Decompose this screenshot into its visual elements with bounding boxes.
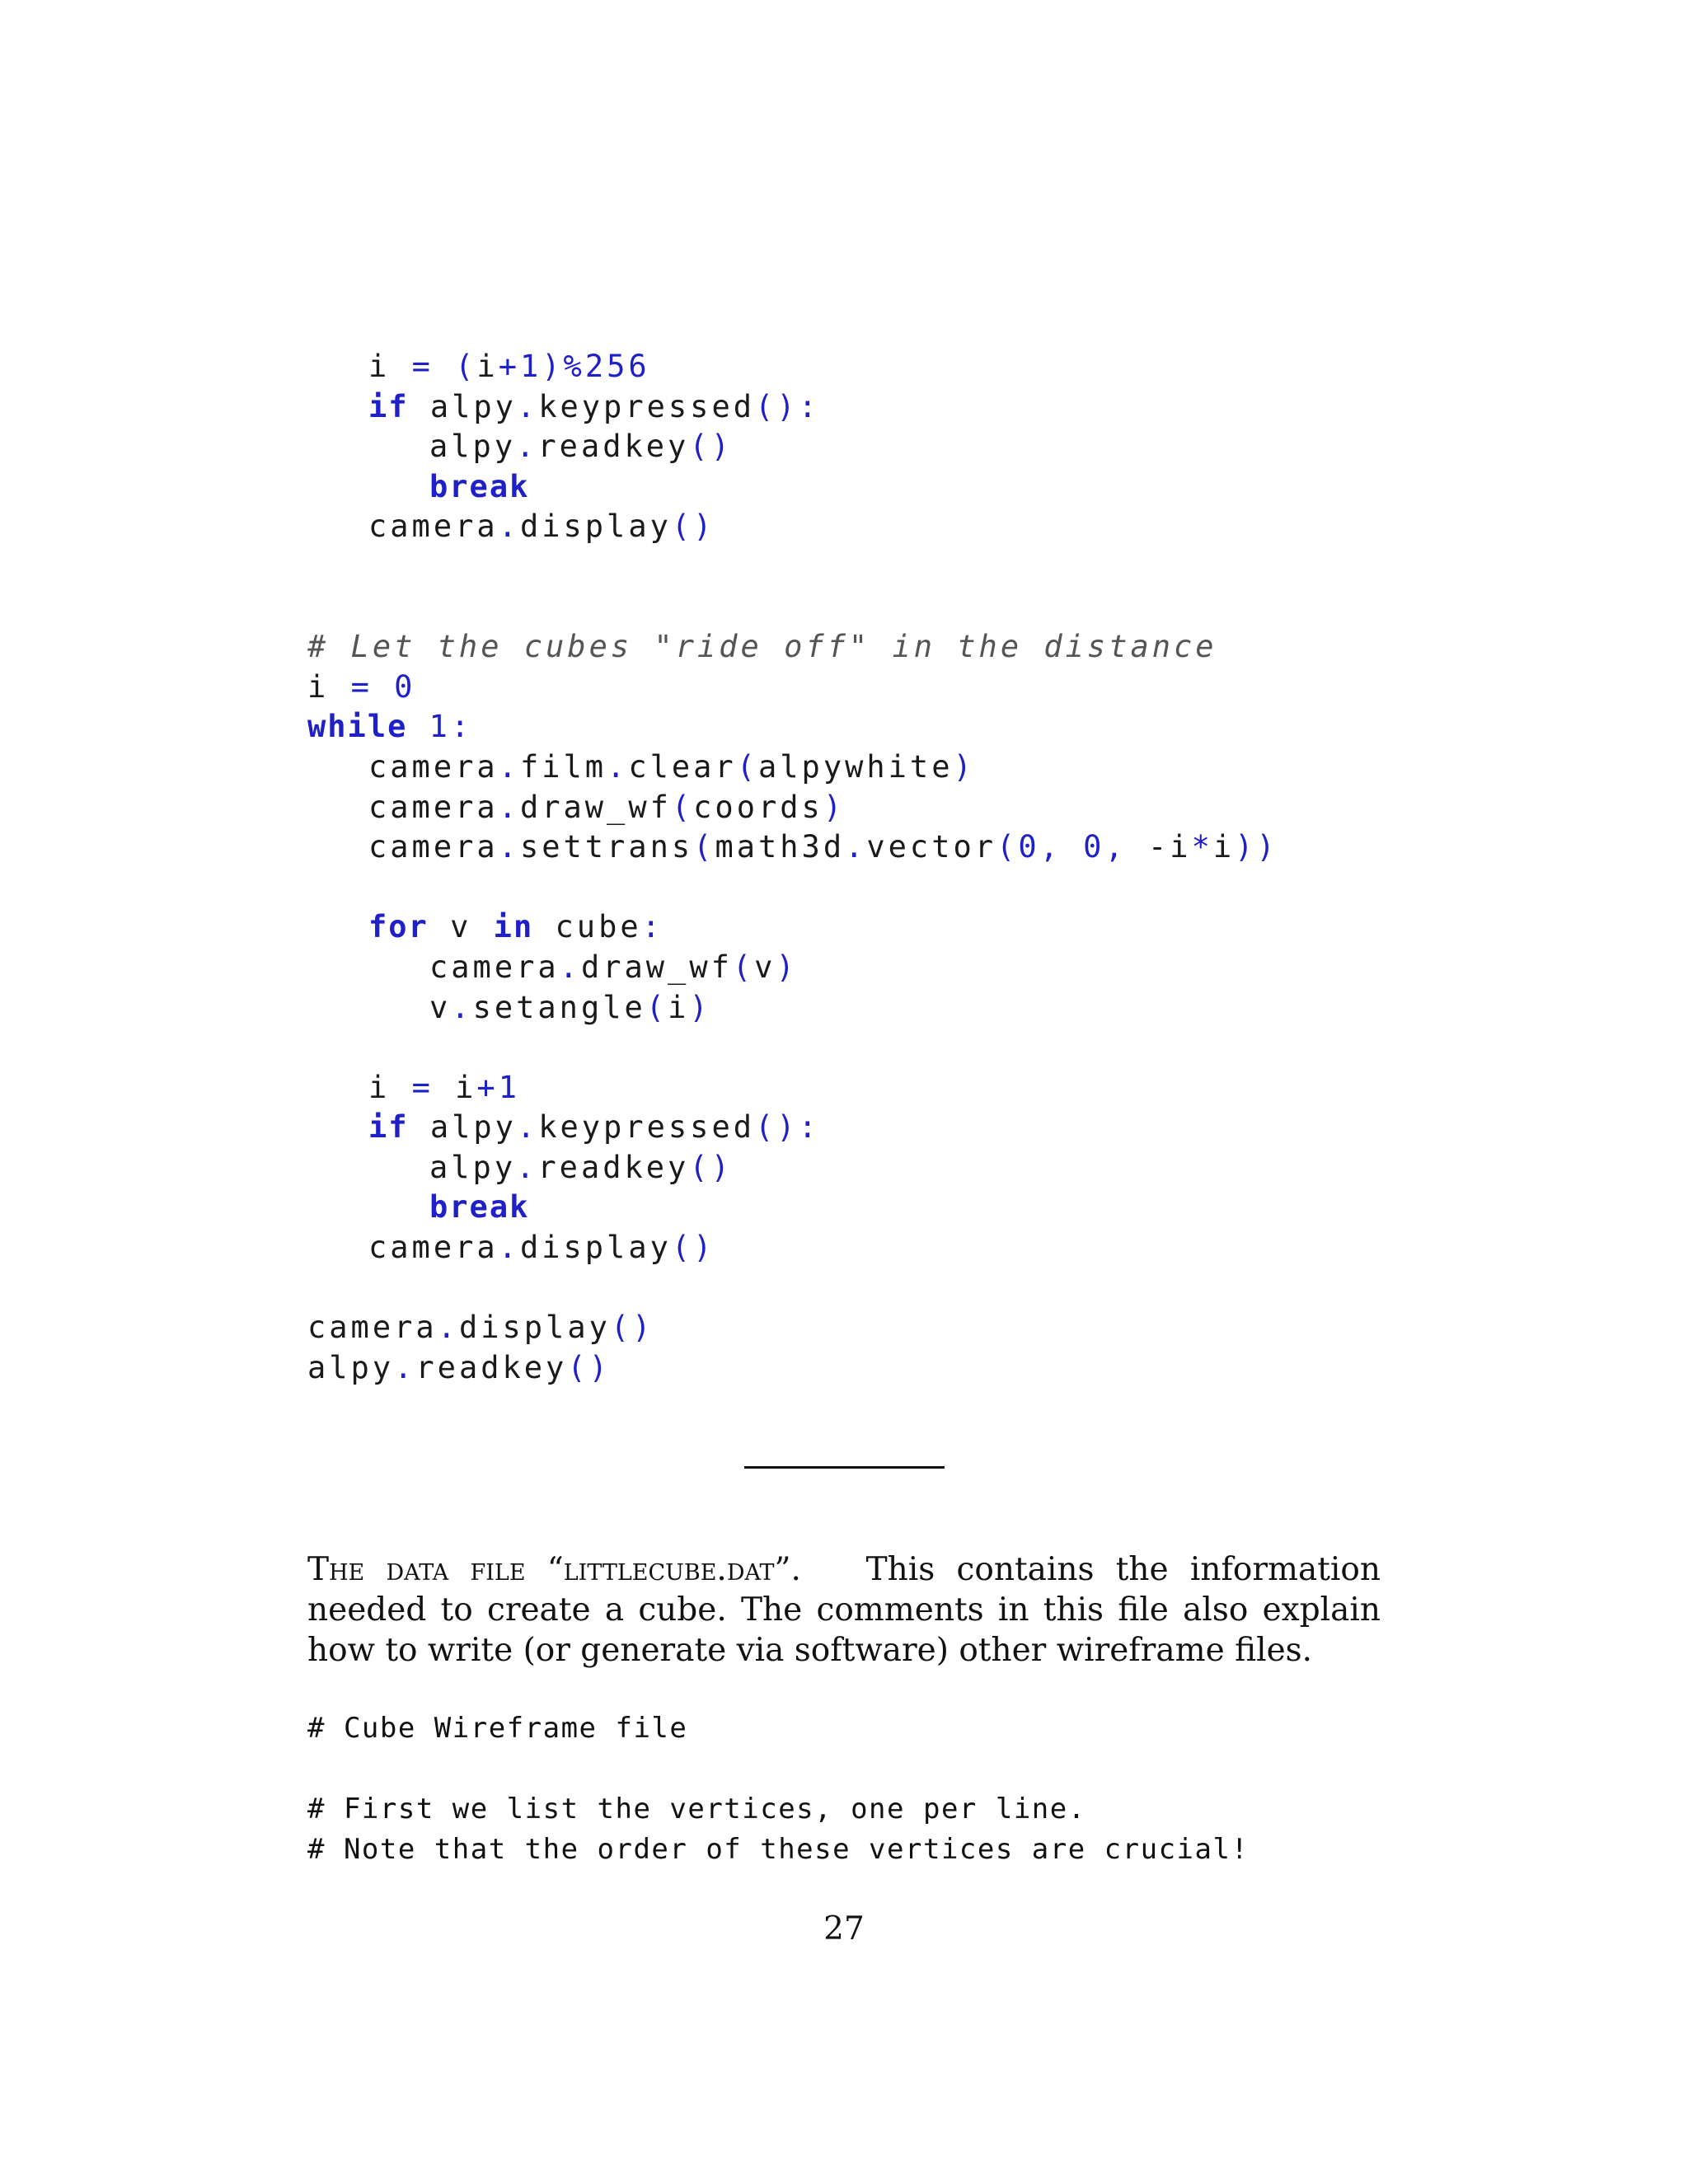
code-token [1062, 829, 1083, 865]
code-token [373, 669, 394, 705]
code-token: i [476, 349, 499, 384]
code-token: ( [455, 349, 477, 384]
code-token: : [641, 909, 663, 945]
code-token: . [451, 989, 473, 1025]
code-token: 0 [394, 668, 416, 705]
code-token: . [498, 748, 520, 785]
code-token: -i [1148, 829, 1192, 865]
section-divider [744, 1466, 945, 1469]
code-token: ) [776, 949, 798, 985]
code-line [307, 668, 1278, 708]
code-line [307, 1308, 1278, 1348]
code-token: camera [368, 748, 499, 785]
code-token: ( [996, 829, 1019, 865]
code-line [307, 507, 1278, 547]
code-token [429, 909, 450, 944]
code-line [307, 988, 1278, 1029]
code-token: 0 [1018, 829, 1040, 865]
code-token: display [519, 509, 672, 545]
code-token: display [458, 1310, 611, 1346]
code-token [409, 389, 430, 424]
code-token: film [519, 748, 607, 785]
code-token: . [516, 388, 539, 424]
code-keyword: if [368, 1109, 409, 1146]
code-token: keypressed [538, 388, 755, 424]
code-line [307, 827, 1278, 868]
data-file-line: # Note that the order of these vertices are crucial! [307, 1833, 1250, 1866]
data-file-listing [307, 1708, 1249, 1870]
code-token: settrans [519, 829, 694, 865]
code-token: . [437, 1310, 459, 1346]
code-token: 1 [429, 709, 451, 745]
code-token: keypressed [538, 1109, 755, 1146]
code-line [307, 387, 1278, 428]
code-token: ) [823, 789, 846, 825]
code-token: . [498, 829, 520, 865]
code-line [307, 1228, 1278, 1268]
code-line [307, 907, 1278, 948]
code-token: camera [368, 509, 499, 545]
code-token: v [450, 909, 472, 945]
code-token: setangle [472, 989, 646, 1025]
code-line [307, 1028, 1278, 1068]
code-token: () [671, 1230, 715, 1266]
code-token: . [498, 789, 520, 825]
code-token [434, 349, 455, 384]
code-token: % [563, 349, 585, 384]
code-token: ( [736, 748, 758, 785]
code-token: , [1039, 829, 1062, 865]
code-token: . [559, 949, 581, 985]
code-token: () [567, 1349, 611, 1385]
code-token: camera [429, 949, 560, 985]
code-token: cube [555, 909, 642, 945]
code-line [307, 1188, 1278, 1228]
code-token: alpy [429, 388, 517, 424]
code-token [471, 909, 493, 944]
code-token [434, 1070, 455, 1105]
code-token: + [498, 349, 520, 384]
code-line [307, 868, 1278, 908]
code-token: () [689, 1149, 733, 1185]
code-token: () [610, 1310, 654, 1346]
code-token: i [368, 349, 391, 384]
code-token: readkey [537, 429, 690, 465]
data-file-line: # Cube Wireframe file [307, 1712, 688, 1745]
code-token: alpy [429, 1109, 517, 1146]
code-token: . [516, 1109, 539, 1146]
code-token [329, 669, 350, 705]
code-token: readkey [537, 1149, 690, 1185]
code-token: () [755, 388, 799, 424]
code-token: . [516, 1149, 538, 1185]
code-token [409, 1109, 430, 1145]
code-token: coords [693, 789, 823, 825]
code-token: . [516, 429, 538, 465]
code-token: vector [866, 829, 997, 865]
code-token: draw_wf [580, 949, 733, 985]
code-token: * [1191, 829, 1213, 865]
section-body: This contains the information needed to create a cube. The comments in this file also explain how to write (or generate via software) other wireframe files. [307, 1551, 1381, 1669]
code-token: ) [689, 989, 711, 1025]
code-token: clear [628, 748, 737, 785]
section-paragraph [307, 1549, 1381, 1671]
data-file-line: # First we list the vertices, one per line. [307, 1793, 1086, 1825]
code-line [307, 627, 1278, 668]
code-line [307, 1148, 1278, 1188]
code-line [307, 1068, 1278, 1108]
code-token: , [1104, 829, 1127, 865]
code-token: draw_wf [519, 789, 672, 825]
code-token: display [519, 1230, 672, 1266]
page-number: 27 [823, 1910, 865, 1947]
code-keyword: while [307, 709, 408, 745]
code-token: v [754, 949, 776, 985]
code-token: : [450, 709, 473, 745]
code-line [307, 347, 1278, 387]
code-token: () [689, 429, 733, 465]
code-token: camera [368, 829, 499, 865]
code-token: 1 [519, 349, 542, 384]
code-token: i [668, 989, 690, 1025]
code-token: i [455, 1069, 477, 1105]
code-token: alpy [307, 1349, 395, 1385]
code-token: 1 [498, 1069, 520, 1105]
code-token: i [1212, 829, 1236, 865]
code-token: v [429, 989, 452, 1025]
code-token: + [476, 1069, 499, 1105]
code-token [533, 909, 555, 944]
code-line [307, 467, 1278, 508]
code-line [307, 1268, 1278, 1309]
code-keyword: break [429, 468, 530, 504]
code-token: = [411, 349, 434, 384]
code-token: camera [368, 789, 499, 825]
code-token: = [411, 1069, 434, 1105]
code-token: 256 [584, 349, 650, 384]
code-token: : [798, 1109, 820, 1146]
code-token: ( [693, 829, 715, 865]
code-token: = [350, 668, 373, 705]
code-token: () [671, 509, 715, 545]
code-token [1127, 829, 1148, 865]
code-line [307, 1108, 1278, 1148]
code-token: . [498, 1230, 520, 1266]
code-token: readkey [415, 1349, 568, 1385]
code-line [307, 547, 1278, 588]
code-token: i [368, 1069, 391, 1105]
code-token: . [498, 509, 520, 545]
code-token: . [607, 748, 629, 785]
code-line [307, 948, 1278, 988]
code-keyword: for [368, 909, 429, 945]
code-block [307, 347, 1278, 1388]
code-token: ( [732, 949, 755, 985]
code-token: alpywhite [758, 748, 954, 785]
section-heading: The data file “littlecube.dat”. [307, 1551, 801, 1588]
code-token: : [798, 388, 820, 424]
code-token: )) [1235, 829, 1278, 865]
code-token: ) [542, 349, 564, 384]
code-token: alpy [429, 429, 517, 465]
code-keyword: if [368, 388, 409, 424]
code-token [390, 1070, 411, 1105]
code-token [407, 709, 429, 744]
code-token: () [755, 1109, 799, 1146]
code-comment: # Let the cubes "ride off" in the distance [307, 629, 1217, 665]
code-token: i [307, 668, 330, 705]
code-token: . [845, 829, 867, 865]
code-line [307, 588, 1278, 628]
code-token [390, 349, 411, 384]
code-keyword: break [429, 1189, 530, 1226]
code-token: . [394, 1349, 416, 1385]
code-line [307, 1348, 1278, 1389]
code-token: alpy [429, 1149, 517, 1185]
code-token: math3d [715, 829, 846, 865]
code-token: ) [953, 748, 975, 785]
code-token: ( [645, 989, 668, 1025]
code-token: camera [368, 1230, 499, 1266]
data-file-line [307, 1749, 1249, 1789]
code-line [307, 748, 1278, 788]
code-token: camera [307, 1310, 438, 1346]
code-keyword: in [493, 909, 534, 945]
code-token: ( [671, 789, 694, 825]
code-token: 0 [1083, 829, 1105, 865]
code-line [307, 788, 1278, 828]
code-line [307, 427, 1278, 467]
code-line [307, 707, 1278, 748]
